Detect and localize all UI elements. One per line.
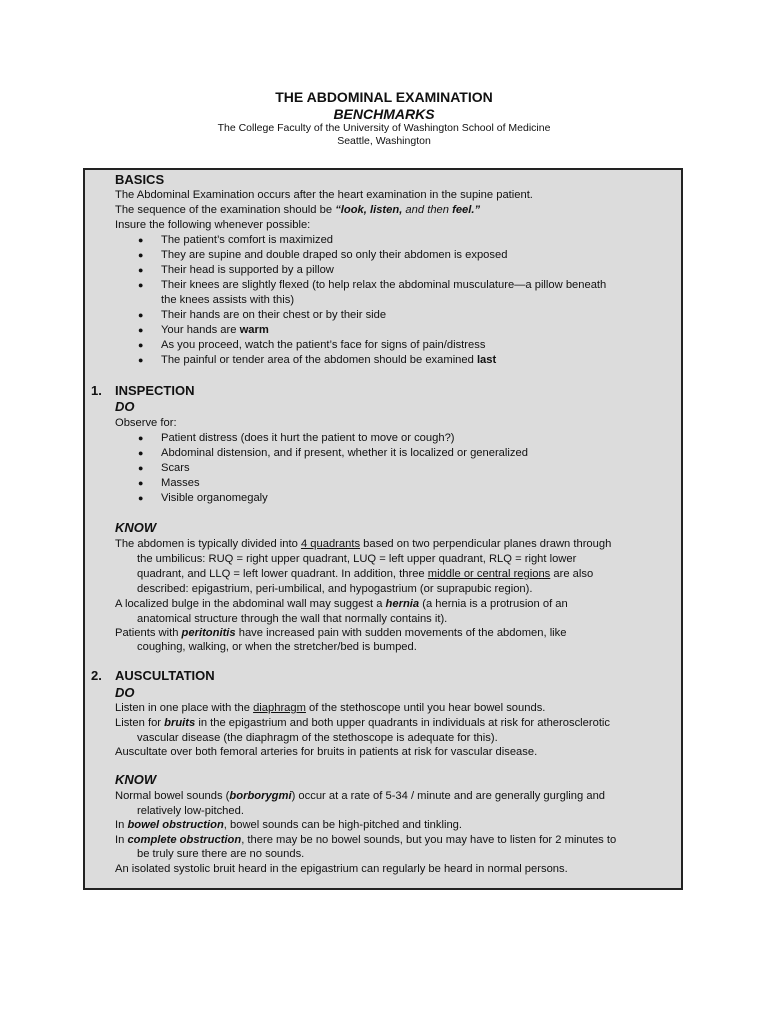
- bullet-icon: ●: [138, 265, 144, 275]
- bullet-icon: ●: [138, 478, 144, 488]
- text-span: “look, listen,: [335, 204, 403, 216]
- inspection-number: 1.: [91, 383, 102, 398]
- inspection-bullet: Scars: [161, 462, 190, 474]
- text-span: bowel obstruction: [127, 819, 224, 831]
- text-span: hernia: [385, 598, 420, 610]
- auscultation-do-heading: DO: [115, 685, 135, 700]
- bullet-icon: ●: [138, 433, 144, 443]
- auscultation-line: [115, 701, 545, 716]
- basics-heading: BASICS: [115, 172, 165, 187]
- basics-bullet: Their hands are on their chest or by their side: [161, 309, 387, 321]
- text-span: , bowel sounds can be high-pitched and tinkling.: [223, 819, 463, 831]
- basics-bullet: The patient’s comfort is maximized: [161, 234, 334, 246]
- text-span: last: [476, 354, 497, 366]
- text-span: The abdomen is typically divided into: [115, 538, 301, 550]
- text-span: The sequence of the examination should be: [115, 204, 336, 216]
- bullet-icon: ●: [138, 235, 144, 245]
- inspection-bullet: Visible organomegaly: [161, 492, 268, 504]
- inspection-know-line: [115, 537, 611, 552]
- basics-sequence-line: [115, 203, 480, 218]
- text-span: quadrant, and LLQ = left lower quadrant. In addition, three: [137, 568, 428, 580]
- bullet-icon: ●: [138, 340, 144, 350]
- auscultation-know-line: [115, 833, 616, 848]
- text-span: Normal bowel sounds (: [115, 790, 230, 802]
- institution-line: The College Faculty of the University of Washington School of Medicine: [217, 122, 551, 134]
- inspection-know-line: the umbilicus: RUQ = right upper quadrant, LUQ = left upper quadrant, RLQ = right lower: [137, 553, 577, 565]
- basics-line: Insure the following whenever possible:: [115, 219, 311, 231]
- bullet-icon: ●: [138, 448, 144, 458]
- text-span: ) occur at a rate of 5-34 / minute and are generally gurgling and: [291, 790, 606, 802]
- bullet-icon: ●: [138, 493, 144, 503]
- basics-bullet: They are supine and double draped so only their abdomen is exposed: [161, 249, 508, 261]
- bullet-icon: ●: [138, 280, 144, 290]
- inspection-line: Observe for:: [115, 417, 177, 429]
- text-span: borborygmi: [229, 790, 292, 802]
- inspection-do-heading: DO: [115, 399, 135, 414]
- auscultation-know-line: [115, 818, 462, 833]
- text-span: in the epigastrium and both upper quadrants in individuals at risk for atherosclerotic: [195, 717, 611, 729]
- inspection-know-line: described: epigastrium, peri-umbilical, and hypogastrium (or suprapubic region).: [137, 583, 533, 595]
- bullet-icon: ●: [138, 463, 144, 473]
- text-span: and then: [402, 204, 453, 216]
- basics-line: The Abdominal Examination occurs after the heart examination in the supine patient.: [115, 189, 533, 201]
- text-span: of the stethoscope until you hear bowel sounds.: [305, 702, 546, 714]
- bullet-icon: ●: [138, 355, 144, 365]
- text-span: peritonitis: [181, 627, 236, 639]
- inspection-bullet: Abdominal distension, and if present, whether it is localized or generalized: [161, 447, 528, 459]
- document-header: [0, 88, 768, 148]
- auscultation-know-line: relatively low-pitched.: [137, 805, 244, 817]
- auscultation-heading: AUSCULTATION: [115, 668, 215, 683]
- inspection-know-line: [137, 567, 593, 582]
- auscultation-know-line: An isolated systolic bruit heard in the epigastrium can regularly be heard in normal persons.: [115, 863, 568, 875]
- inspection-heading: INSPECTION: [115, 383, 195, 398]
- text-span: Your hands are: [161, 324, 240, 336]
- text-span: The painful or tender area of the abdomen should be examined: [161, 354, 477, 366]
- basics-bullet-continued: the knees assists with this): [161, 294, 295, 306]
- basics-bullet: [161, 353, 496, 368]
- text-span: feel.”: [452, 204, 481, 216]
- bullet-icon: ●: [138, 325, 144, 335]
- inspection-bullet: Patient distress (does it hurt the patient to move or cough?): [161, 432, 455, 444]
- text-span: Listen in one place with the: [115, 702, 254, 714]
- basics-bullet: As you proceed, watch the patient’s face for signs of pain/distress: [161, 339, 486, 351]
- basics-bullet: Their knees are slightly flexed (to help relax the abdominal musculature—a pillow beneath: [161, 279, 607, 291]
- text-span: are also: [550, 568, 594, 580]
- inspection-know-line: coughing, walking, or when the stretcher/bed is bumped.: [137, 641, 417, 653]
- text-span: middle or central regions: [427, 568, 551, 580]
- inspection-know-line: [115, 626, 566, 641]
- text-span: Patients with: [115, 627, 182, 639]
- auscultation-know-line: [115, 789, 605, 804]
- inspection-know-heading: KNOW: [115, 520, 157, 535]
- bullet-icon: ●: [138, 250, 144, 260]
- benchmarks-box: [83, 168, 683, 890]
- inspection-know-line: anatomical structure through the wall that normally contains it).: [137, 613, 448, 625]
- text-span: complete obstruction: [127, 834, 242, 846]
- text-span: have increased pain with sudden movements of the abdomen, like: [235, 627, 567, 639]
- text-span: 4 quadrants: [300, 538, 361, 550]
- text-span: A localized bulge in the abdominal wall may suggest a: [115, 598, 386, 610]
- text-span: , there may be no bowel sounds, but you may have to listen for 2 minutes to: [241, 834, 617, 846]
- basics-bullet: Their head is supported by a pillow: [161, 264, 334, 276]
- auscultation-know-heading: KNOW: [115, 772, 157, 787]
- inspection-know-line: [115, 597, 568, 612]
- text-span: Listen for: [115, 717, 165, 729]
- text-span: based on two perpendicular planes drawn through: [360, 538, 612, 550]
- text-span: bruits: [164, 717, 196, 729]
- text-span: warm: [239, 324, 269, 336]
- auscultation-line: [115, 716, 610, 731]
- text-span: diaphragm: [253, 702, 306, 714]
- auscultation-line: vascular disease (the diaphragm of the stethoscope is adequate for this).: [137, 732, 498, 744]
- bullet-icon: ●: [138, 310, 144, 320]
- text-span: (a hernia is a protrusion of an: [419, 598, 568, 610]
- text-span: In: [115, 819, 128, 831]
- location-line: Seattle, Washington: [337, 135, 431, 147]
- auscultation-number: 2.: [91, 668, 102, 683]
- document-title: THE ABDOMINAL EXAMINATION: [275, 89, 493, 105]
- basics-bullet: [161, 323, 269, 338]
- document-subtitle: BENCHMARKS: [333, 106, 435, 122]
- inspection-bullet: Masses: [161, 477, 200, 489]
- auscultation-know-line: be truly sure there are no sounds.: [137, 848, 305, 860]
- text-span: In: [115, 834, 128, 846]
- auscultation-line: Auscultate over both femoral arteries for bruits in patients at risk for vascular disease.: [115, 746, 538, 758]
